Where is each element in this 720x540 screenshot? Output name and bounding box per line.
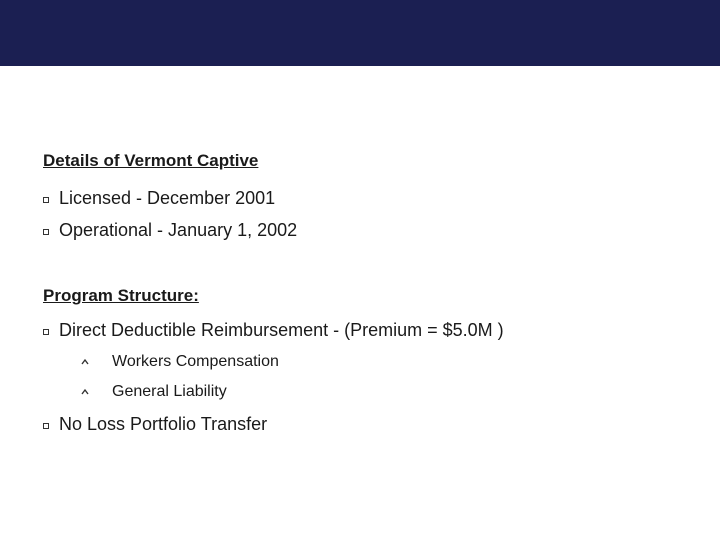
bullet-text: Operational - January 1, 2002 [59, 220, 298, 240]
bullet-item-direct-deductible [43, 319, 504, 341]
caret-up-icon [81, 358, 89, 366]
square-bullet-icon [43, 423, 49, 429]
caret-up-icon [81, 388, 89, 396]
bullet-text: No Loss Portfolio Transfer [59, 414, 268, 434]
bullet-text: Direct Deductible Reimbursement - (Premium = $5.0M ) [59, 320, 504, 340]
section-heading-program-structure: Program Structure: [43, 286, 199, 305]
header-band [0, 0, 720, 66]
sub-bullet-workers-comp [81, 352, 279, 372]
sub-bullet-general-liability [81, 382, 227, 402]
square-bullet-icon [43, 329, 49, 335]
sub-bullet-text: Workers Compensation [112, 353, 279, 370]
bullet-item-no-loss-portfolio [43, 413, 267, 435]
sub-bullet-text: General Liability [112, 383, 227, 400]
bullet-item-operational [43, 219, 297, 241]
bullet-item-licensed [43, 187, 275, 209]
section-heading-vermont-captive: Details of Vermont Captive [43, 151, 259, 170]
bullet-text: Licensed - December 2001 [59, 188, 276, 208]
square-bullet-icon [43, 229, 49, 235]
square-bullet-icon [43, 197, 49, 203]
